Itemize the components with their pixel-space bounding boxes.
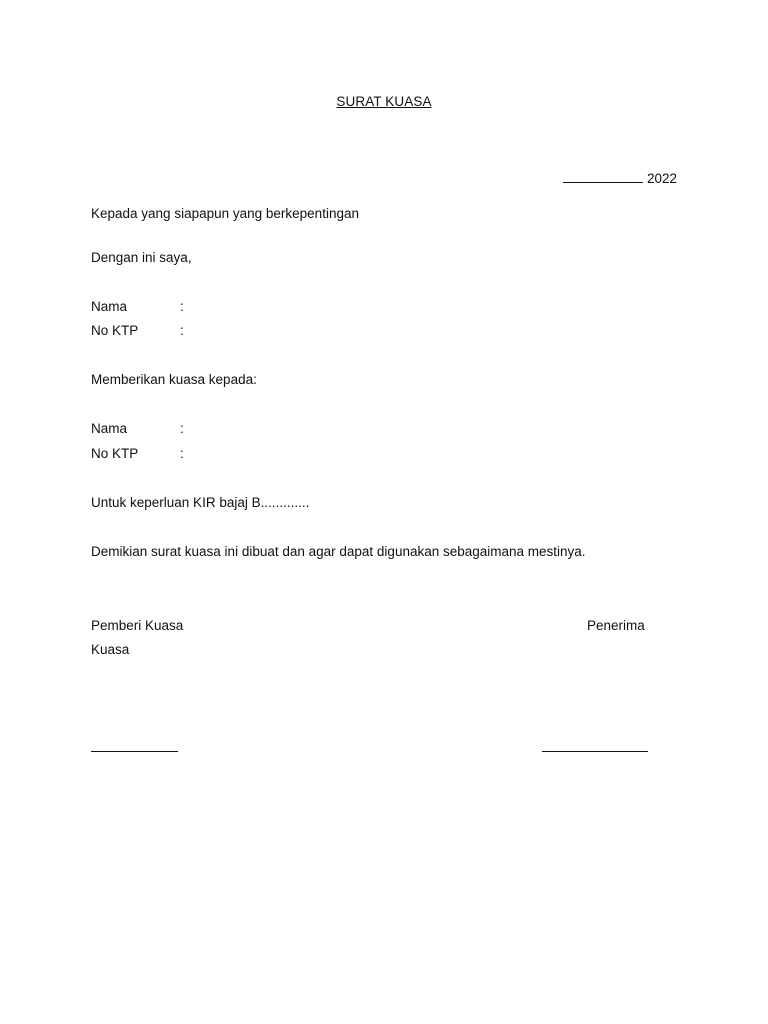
date-line bbox=[563, 169, 677, 187]
signature-left-line bbox=[91, 751, 178, 752]
grantor-name-colon: : bbox=[180, 299, 184, 314]
grant-statement: Memberikan kuasa kepada: bbox=[91, 372, 257, 387]
grantor-id-label: No KTP bbox=[91, 323, 139, 338]
signature-left-label: Pemberi Kuasa bbox=[91, 618, 184, 633]
closing-text: Demikian surat kuasa ini dibuat dan agar dapat digunakan sebagaimana mestinya. bbox=[91, 544, 586, 559]
grantor-name-label: Nama bbox=[91, 299, 128, 314]
date-blank bbox=[563, 169, 643, 183]
grantee-name-label: Nama bbox=[91, 421, 128, 436]
document-title: SURAT KUASA bbox=[336, 94, 432, 109]
signature-right-label: Penerima bbox=[587, 618, 645, 633]
intro-text: Dengan ini saya, bbox=[91, 250, 192, 265]
signature-right-label-continued: Kuasa bbox=[91, 642, 130, 657]
date-year: 2022 bbox=[647, 171, 678, 186]
grantee-id-label: No KTP bbox=[91, 446, 139, 461]
purpose-text: Untuk keperluan KIR bajaj B............. bbox=[91, 495, 310, 510]
grantee-id-colon: : bbox=[180, 446, 184, 461]
signature-right-line bbox=[542, 751, 648, 752]
greeting-text: Kepada yang siapapun yang berkepentingan bbox=[91, 206, 359, 221]
grantor-id-colon: : bbox=[180, 323, 184, 338]
grantee-name-colon: : bbox=[180, 421, 184, 436]
